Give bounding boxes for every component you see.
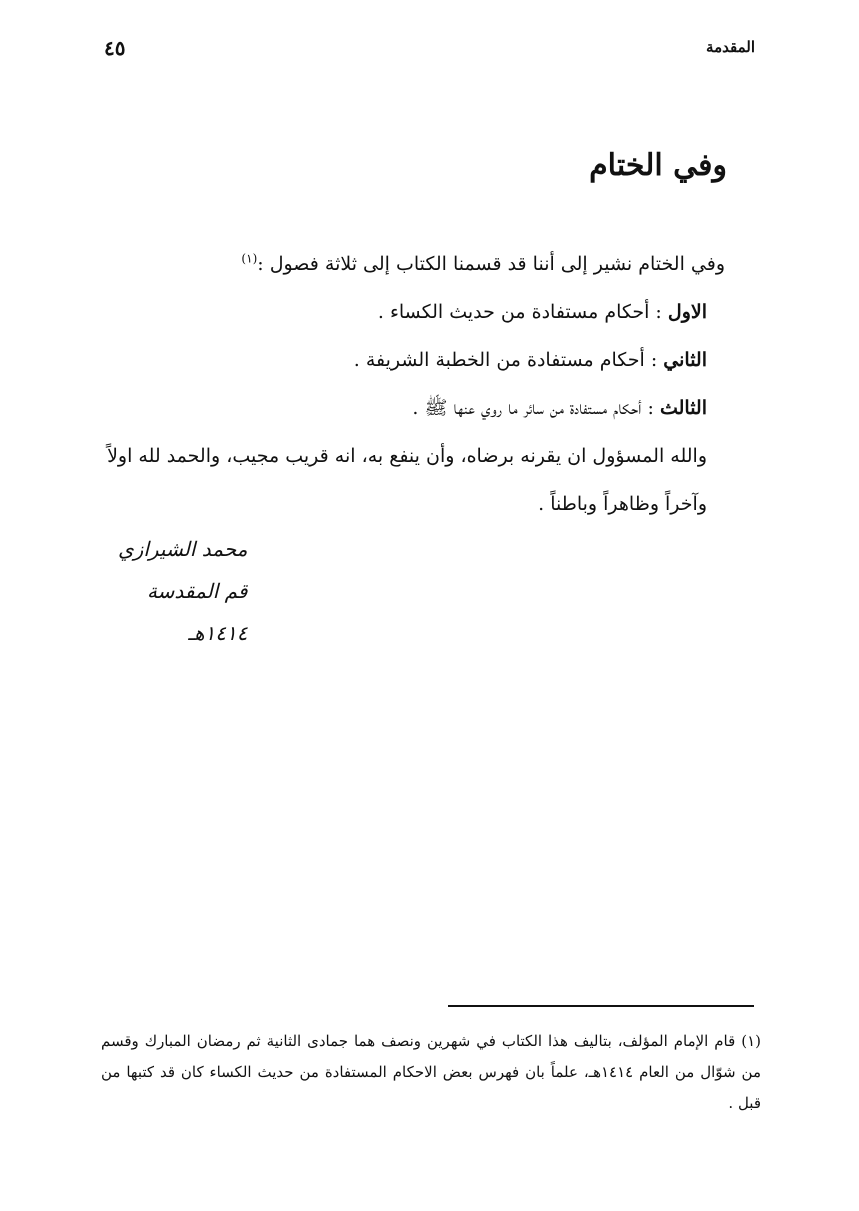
- list-item-key: الاول: [667, 301, 707, 323]
- section-title: وفي الختام: [589, 148, 727, 183]
- footnote-marker: (١): [241, 251, 258, 266]
- signature-place: قم المقدسة: [146, 579, 248, 603]
- list-item-first: [95, 288, 763, 336]
- list-item-key: الثالث: [659, 397, 707, 419]
- list-item-text: : أحكام مستفادة من سائر ما روي عنها ﷺ .: [412, 397, 660, 419]
- intro-paragraph: [95, 240, 763, 288]
- signature-name: محمد الشيرازي: [118, 537, 248, 561]
- signature-date: ١٤١٤هـ: [188, 621, 248, 645]
- list-item-text: : أحكام مستفادة من حديث الكساء .: [377, 301, 668, 323]
- list-item-text: : أحكام مستفادة من الخطبة الشريفة .: [353, 349, 664, 371]
- running-title: المقدمة: [706, 38, 755, 56]
- list-item-key: الثاني: [663, 349, 707, 371]
- body-text: [95, 240, 763, 528]
- signature-block: [118, 528, 247, 654]
- footnote: [101, 1026, 761, 1119]
- closing-paragraph: والله المسؤول ان يقرنه برضاه، وأن ينفع به، انه قريب مجيب، والحمد لله اولاً وآخراً وظاهراً وباطناً .: [107, 445, 707, 515]
- footnote-text: (١) قام الإمام المؤلف، بتاليف هذا الكتاب في شهرين ونصف هما جمادى الثانية ثم رمضان المبارك وقسم من شوّال من العام ١٤١٤هـ، علماً بان فهرس بعض الاحكام المستفادة من حديث الكساء كان قد كتبها من قبل .: [101, 1032, 761, 1112]
- footnote-divider: [448, 1005, 754, 1007]
- intro-text: وفي الختام نشير إلى أننا قد قسمنا الكتاب إلى ثلاثة فصول :: [257, 253, 725, 275]
- page-number: ٤٥: [104, 36, 126, 60]
- list-item-third: [95, 384, 763, 432]
- list-item-second: [95, 336, 763, 384]
